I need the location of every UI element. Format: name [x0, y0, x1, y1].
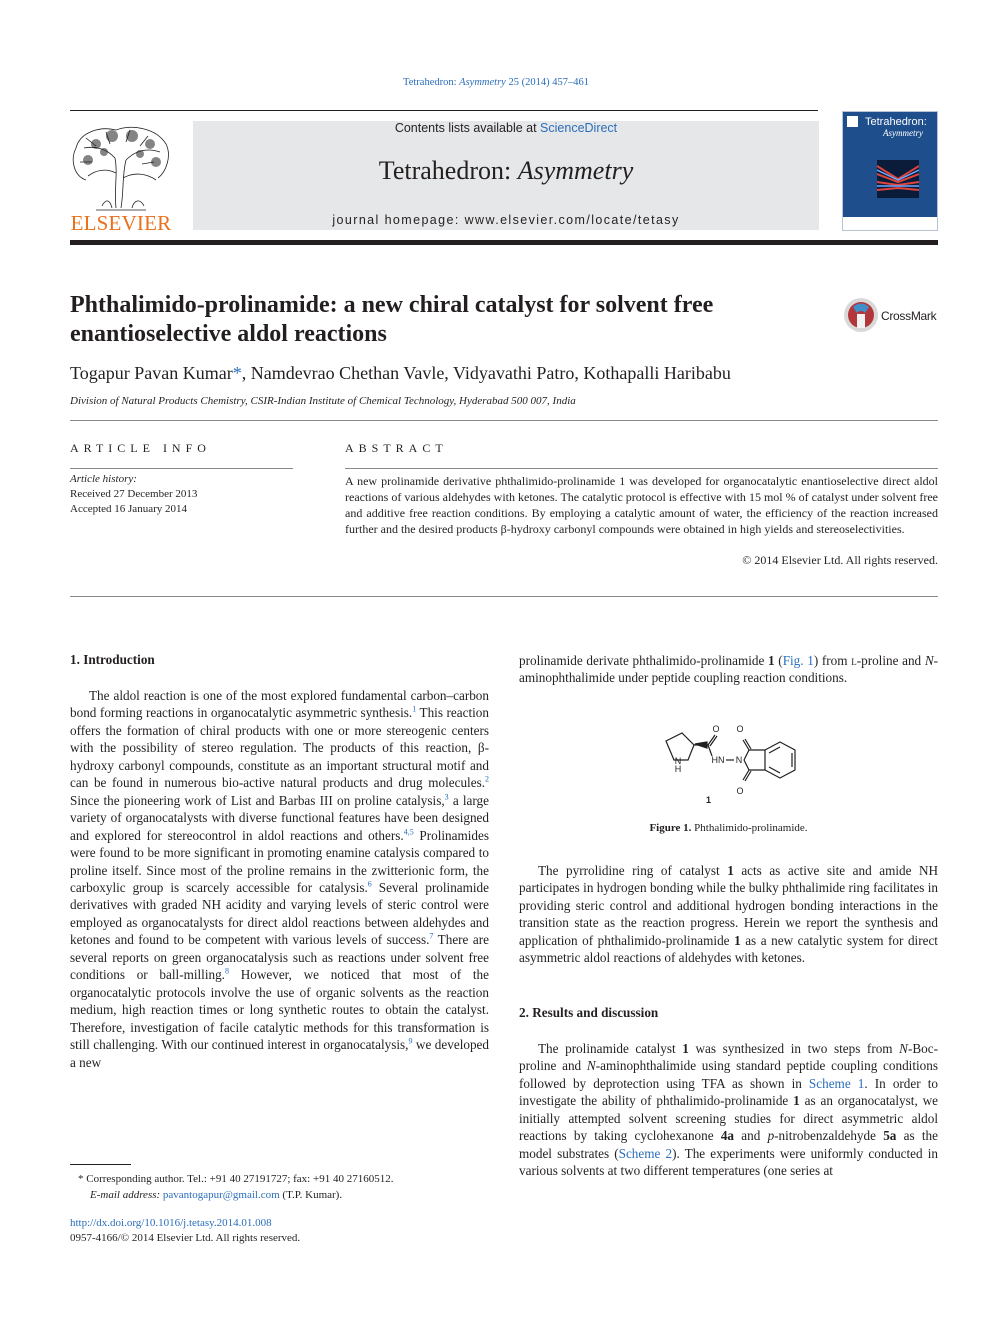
doi-block: http://dx.doi.org/10.1016/j.tetasy.2014.01.008 0957-4166/© 2014 Elsevier Ltd. All rights reserved.	[70, 1217, 301, 1244]
reference-link[interactable]: 2	[485, 774, 489, 784]
reference-link[interactable]: 8	[224, 966, 229, 976]
article-history: Article history: Received 27 December 2013 Accepted 16 January 2014	[70, 473, 198, 515]
reference-link[interactable]: 6	[367, 879, 372, 889]
header-thick-rule	[70, 240, 938, 245]
atom-label: N	[735, 755, 743, 765]
footnote: * Corresponding author. Tel.: +91 40 27191727; fax: +91 40 27160512. E-mail address: pavantogapur@gmail.com (T.P. Kumar).	[78, 1173, 394, 1201]
abstract-text: A new prolinamide derivative phthalimido-prolinamide 1 was developed for organocatalytic enantioselective direct aldol reactions of various aldehydes with ketones. The catalytic protocol is effective with 15 mol % of catalyst under solvent free and additive free reaction conditions. By employing a catalytic amount of water, the efficiency of the reaction increased further and the desired products β-hydroxy carbonyl compounds were obtained in high yields and stereoselectivities.	[345, 474, 938, 536]
abstract-copyright: © 2014 Elsevier Ltd. All rights reserved.	[742, 553, 938, 567]
scheme-2-link[interactable]: Scheme 2	[618, 1145, 673, 1161]
divider	[70, 468, 293, 469]
header-rule	[70, 110, 818, 111]
reference-link[interactable]: 7	[429, 931, 434, 941]
cover-subtitle: Asymmetry	[883, 128, 923, 138]
atom-label: N	[674, 756, 682, 766]
contents-line: Contents lists available at ScienceDirect	[394, 121, 618, 135]
crossmark-icon[interactable]	[843, 297, 879, 333]
chemical-structure-figure	[652, 718, 802, 812]
cover-footer	[843, 217, 937, 230]
affiliation: Division of Natural Products Chemistry, CSIR-Indian Institute of Chemical Technology, Hyderabad 500 007, India	[70, 395, 576, 407]
doi-link[interactable]: http://dx.doi.org/10.1016/j.tetasy.2014.01.008	[70, 1217, 272, 1229]
figure-caption: Figure 1. Phthalimido-prolinamide.	[649, 822, 808, 834]
divider	[70, 420, 938, 421]
cover-logo-icon	[847, 116, 858, 127]
reference-link[interactable]: 1	[412, 705, 417, 715]
introduction-text-continued: prolinamide derivate phthalimido-prolinamide 1 (Fig. 1) from l-proline and N-aminophthalimide under peptide coupling reaction conditions.	[519, 653, 939, 686]
reference-link[interactable]: 4,5	[403, 827, 414, 837]
footnote-rule	[70, 1164, 131, 1165]
crossmark-label[interactable]: CrossMark	[881, 309, 937, 323]
catalyst-description-text: The pyrrolidine ring of catalyst 1 acts as active site and amide NH participates in hydrogen bonding while the bulky phthalimide ring facilitates in providing steric control and additional hydrogen bonding interactions in the transition state as the reaction progress. Herein we report the synthesis and application of phthalimido-prolinamide 1 as a new catalytic system for direct asymmetric aldol reactions of aldehydes with ketones.	[519, 863, 939, 966]
section-heading-introduction: 1. Introduction	[70, 652, 155, 667]
corresponding-author-mark[interactable]: *	[232, 363, 242, 383]
results-text: The prolinamide catalyst 1 was synthesized in two steps from N-Boc-proline and N-aminophthalimide using standard peptide coupling conditions followed by deprotection using TFA as shown in Scheme 1. In order to investigate the ability of phthalimido-prolinamide 1 as an organocatalyst, we initially attempted solvent screening studies for direct asymmetric aldol reactions by taking cyclohexanone 4a and p-nitrobenzaldehyde 5a as the model substrates (Scheme 2). The experiments were uniformly conducted in various solvents at two different temperatures (one series at	[519, 1041, 939, 1179]
reference-link[interactable]: 9	[408, 1036, 413, 1046]
journal-homepage: journal homepage: www.elsevier.com/locate/tetasy	[332, 213, 680, 227]
article-title: Phthalimido-prolinamide: a new chiral catalyst for solvent free enantioselective aldol reactions	[70, 292, 714, 347]
sciencedirect-link[interactable]: ScienceDirect	[540, 121, 618, 135]
atom-label: O	[736, 786, 744, 796]
section-heading-results: 2. Results and discussion	[519, 1005, 659, 1020]
atom-label: O	[712, 724, 720, 734]
journal-citation[interactable]: Tetrahedron: Asymmetry 25 (2014) 457–461	[403, 77, 589, 88]
cover-artwork-icon	[877, 160, 919, 198]
author-email-link[interactable]: pavantogapur@gmail.com	[162, 1189, 280, 1201]
homepage-link[interactable]: www.elsevier.com/locate/tetasy	[464, 213, 680, 227]
author-list: Togapur Pavan Kumar*, Namdevrao Chethan Vavle, Vidyavathi Patro, Kothapalli Haribabu	[70, 363, 731, 383]
article-info-heading: ARTICLE INFO	[70, 441, 211, 455]
reference-link[interactable]: 3	[444, 792, 449, 802]
journal-cover-thumbnail[interactable]	[842, 111, 938, 231]
scheme-1-link[interactable]: Scheme 1	[808, 1075, 865, 1091]
divider	[345, 468, 938, 469]
elsevier-wordmark[interactable]: ELSEVIER	[70, 211, 172, 235]
author-name: Togapur Pavan Kumar	[70, 363, 233, 383]
figure-1-link[interactable]: Fig. 1	[782, 653, 814, 668]
atom-label: H	[674, 764, 682, 774]
cover-title: Tetrahedron:	[865, 116, 927, 128]
atom-label: O	[736, 724, 744, 734]
divider	[70, 596, 938, 597]
atom-label: HN	[711, 755, 725, 765]
abstract-heading: ABSTRACT	[345, 441, 448, 455]
introduction-text: The aldol reaction is one of the most explored fundamental carbon–carbon bond forming reactions in organocatalytic asymmetric synthesis.$^1$ This reaction offers the formation of chiral products with one or more stereogenic centers with the possibility of stereo regulation. The products of this reaction, β-hydroxy carbonyl compounds, constitute as an important structural motif and can be found in numerous bio-active natural products and drug molecules.$^2$ Since the pioneering work of List and Barbas III on proline catalysis,$^3$ a large variety of organocatalysts with diverse functional features have been designed and explored for stereocontrol in aldol reactions and others.$^{4,5}$ Prolinamides were found to be more significant in promoting enamine catalysis compared to proline itself. Since most of the proline remains in the zwitterionic form, the carboxylic group is scarcely accessible for catalysis.$^6$ Several prolinamide derivatives with graded NH acidity and varying levels of steric control were employed as organocatalysts for direct aldol reactions between aldehydes and ketones and found to be competent with various levels of success.$^7$ There are several reports on green organocatalysis such as reactions under solvent free conditions or ball-milling.$^8$ However, we noticed that most of the organocatalytic protocols involve the use of organic solvents as the reaction medium, high reaction times or long synthetic routes to obtain the catalyst. Therefore, investigation of facile catalytic methods for this transformation is still challenging. With our continued interest in organocatalysis,$^9$ we developed a new	[70, 688, 490, 1070]
journal-name: Tetrahedron: Asymmetry	[378, 156, 634, 185]
compound-number: 1	[706, 795, 712, 805]
